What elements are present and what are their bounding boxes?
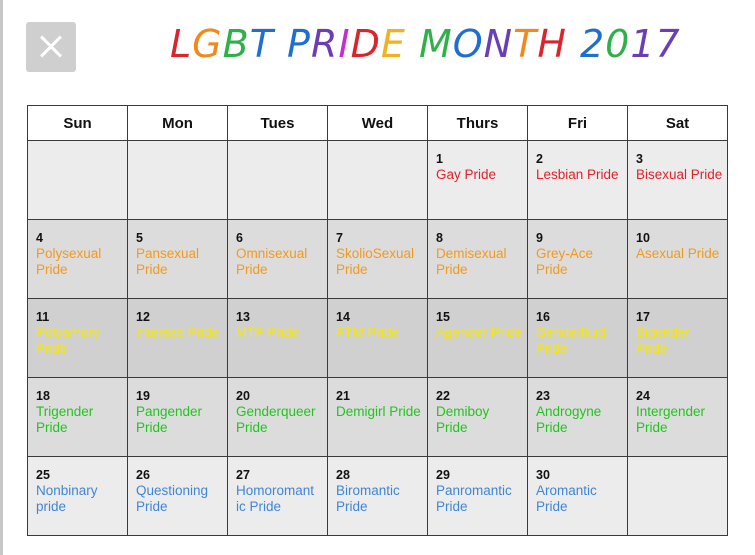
day-event-label: Lesbian Pride xyxy=(536,167,619,182)
day-cell-8 xyxy=(428,220,528,299)
day-cell-10 xyxy=(628,220,728,299)
day-number: 21 xyxy=(336,389,350,403)
day-number: 1 xyxy=(436,152,443,166)
weekday-header: Thurs xyxy=(428,106,528,141)
day-event-label: Grey-Ace Pride xyxy=(536,246,594,277)
day-number: 14 xyxy=(336,310,350,324)
day-event-label: Gay Pride xyxy=(436,167,497,182)
weekday-header: Mon xyxy=(128,106,228,141)
day-number: 15 xyxy=(436,310,450,324)
day-cell-18 xyxy=(28,378,128,457)
day-event-label: Pangender Pride xyxy=(136,404,203,435)
day-number: 19 xyxy=(136,389,150,403)
weekday-header: Sun xyxy=(28,106,128,141)
day-cell-15 xyxy=(428,299,528,378)
day-cell-20 xyxy=(228,378,328,457)
day-event-label: Agender Pride xyxy=(436,325,523,340)
empty-day-cell xyxy=(328,141,428,220)
day-cell-14 xyxy=(328,299,428,378)
day-event-label: Pansexual Pride xyxy=(136,246,200,277)
day-event-label: Bisexual Pride xyxy=(636,167,723,182)
day-number: 27 xyxy=(236,468,250,482)
day-cell-25 xyxy=(28,457,128,536)
week-row xyxy=(28,378,728,457)
day-cell-9 xyxy=(528,220,628,299)
day-cell-12 xyxy=(128,299,228,378)
empty-day-cell xyxy=(228,141,328,220)
day-cell-24 xyxy=(628,378,728,457)
day-event-label: Trigender Pride xyxy=(36,404,94,435)
week-row xyxy=(28,299,728,378)
day-event-label: Questioning Pride xyxy=(136,483,209,514)
week-row xyxy=(28,141,728,220)
day-number: 3 xyxy=(636,152,643,166)
day-event-label: Polyamory Pride xyxy=(36,325,100,356)
day-cell-23 xyxy=(528,378,628,457)
day-cell-5 xyxy=(128,220,228,299)
day-cell-22 xyxy=(428,378,528,457)
day-event-label: Omnisexual Pride xyxy=(236,246,308,277)
day-event-label: Genderfluid Pride xyxy=(536,325,606,356)
empty-day-cell xyxy=(628,457,728,536)
day-event-label: Asexual Pride xyxy=(636,246,720,261)
day-number: 8 xyxy=(436,231,443,245)
day-cell-16 xyxy=(528,299,628,378)
day-number: 10 xyxy=(636,231,650,245)
day-cell-29 xyxy=(428,457,528,536)
day-cell-1 xyxy=(428,141,528,220)
day-event-label: FTM Pride xyxy=(336,325,400,340)
day-event-label: MTF Pride xyxy=(236,325,300,340)
week-row xyxy=(28,457,728,536)
day-event-label: Biromantic Pride xyxy=(336,483,400,514)
day-number: 29 xyxy=(436,468,450,482)
day-cell-7 xyxy=(328,220,428,299)
weekday-header: Fri xyxy=(528,106,628,141)
day-number: 30 xyxy=(536,468,550,482)
empty-day-cell xyxy=(28,141,128,220)
day-event-label: Bigender Pride xyxy=(636,325,691,356)
day-event-label: Polysexual Pride xyxy=(36,246,102,277)
page-title: LGBT PRIDE MONTH 2017 xyxy=(170,22,681,66)
day-event-label: Homoromant ic Pride xyxy=(236,483,315,514)
day-number: 20 xyxy=(236,389,250,403)
window-left-border xyxy=(0,0,3,555)
day-event-label: Panromantic Pride xyxy=(436,483,512,514)
close-button[interactable] xyxy=(26,22,76,72)
day-number: 17 xyxy=(636,310,650,324)
weekday-header: Sat xyxy=(628,106,728,141)
day-number: 6 xyxy=(236,231,243,245)
day-cell-11 xyxy=(28,299,128,378)
day-cell-3 xyxy=(628,141,728,220)
day-cell-28 xyxy=(328,457,428,536)
day-number: 28 xyxy=(336,468,350,482)
day-event-label: Genderqueer Pride xyxy=(236,404,316,435)
day-number: 16 xyxy=(536,310,550,324)
day-event-label: Intergender Pride xyxy=(636,404,706,435)
day-event-label: Demiboy Pride xyxy=(436,404,490,435)
day-cell-17 xyxy=(628,299,728,378)
day-number: 18 xyxy=(36,389,50,403)
weekday-header: Tues xyxy=(228,106,328,141)
week-row xyxy=(28,220,728,299)
day-event-label: Intersex Pride xyxy=(136,325,220,340)
day-event-label: SkolioSexual Pride xyxy=(336,246,415,277)
day-number: 11 xyxy=(36,310,50,324)
day-number: 5 xyxy=(136,231,143,245)
day-cell-19 xyxy=(128,378,228,457)
day-number: 7 xyxy=(336,231,343,245)
day-cell-27 xyxy=(228,457,328,536)
day-number: 23 xyxy=(536,389,550,403)
day-number: 13 xyxy=(236,310,250,324)
day-cell-13 xyxy=(228,299,328,378)
day-event-label: Demisexual Pride xyxy=(436,246,507,277)
day-number: 25 xyxy=(36,468,50,482)
day-number: 9 xyxy=(536,231,543,245)
day-event-label: Nonbinary pride xyxy=(36,483,98,514)
day-event-label: Androgyne Pride xyxy=(536,404,602,435)
empty-day-cell xyxy=(128,141,228,220)
day-cell-2 xyxy=(528,141,628,220)
day-cell-26 xyxy=(128,457,228,536)
day-event-label: Demigirl Pride xyxy=(336,404,421,419)
day-number: 22 xyxy=(436,389,450,403)
day-number: 4 xyxy=(36,231,43,245)
day-number: 12 xyxy=(136,310,150,324)
weekday-header: Wed xyxy=(328,106,428,141)
weekday-header-row xyxy=(28,106,728,141)
day-number: 24 xyxy=(636,389,650,403)
day-number: 2 xyxy=(536,152,543,166)
day-cell-4 xyxy=(28,220,128,299)
day-number: 26 xyxy=(136,468,150,482)
day-cell-21 xyxy=(328,378,428,457)
day-cell-30 xyxy=(528,457,628,536)
calendar-grid xyxy=(27,105,728,536)
day-event-label: Aromantic Pride xyxy=(536,483,597,514)
day-cell-6 xyxy=(228,220,328,299)
